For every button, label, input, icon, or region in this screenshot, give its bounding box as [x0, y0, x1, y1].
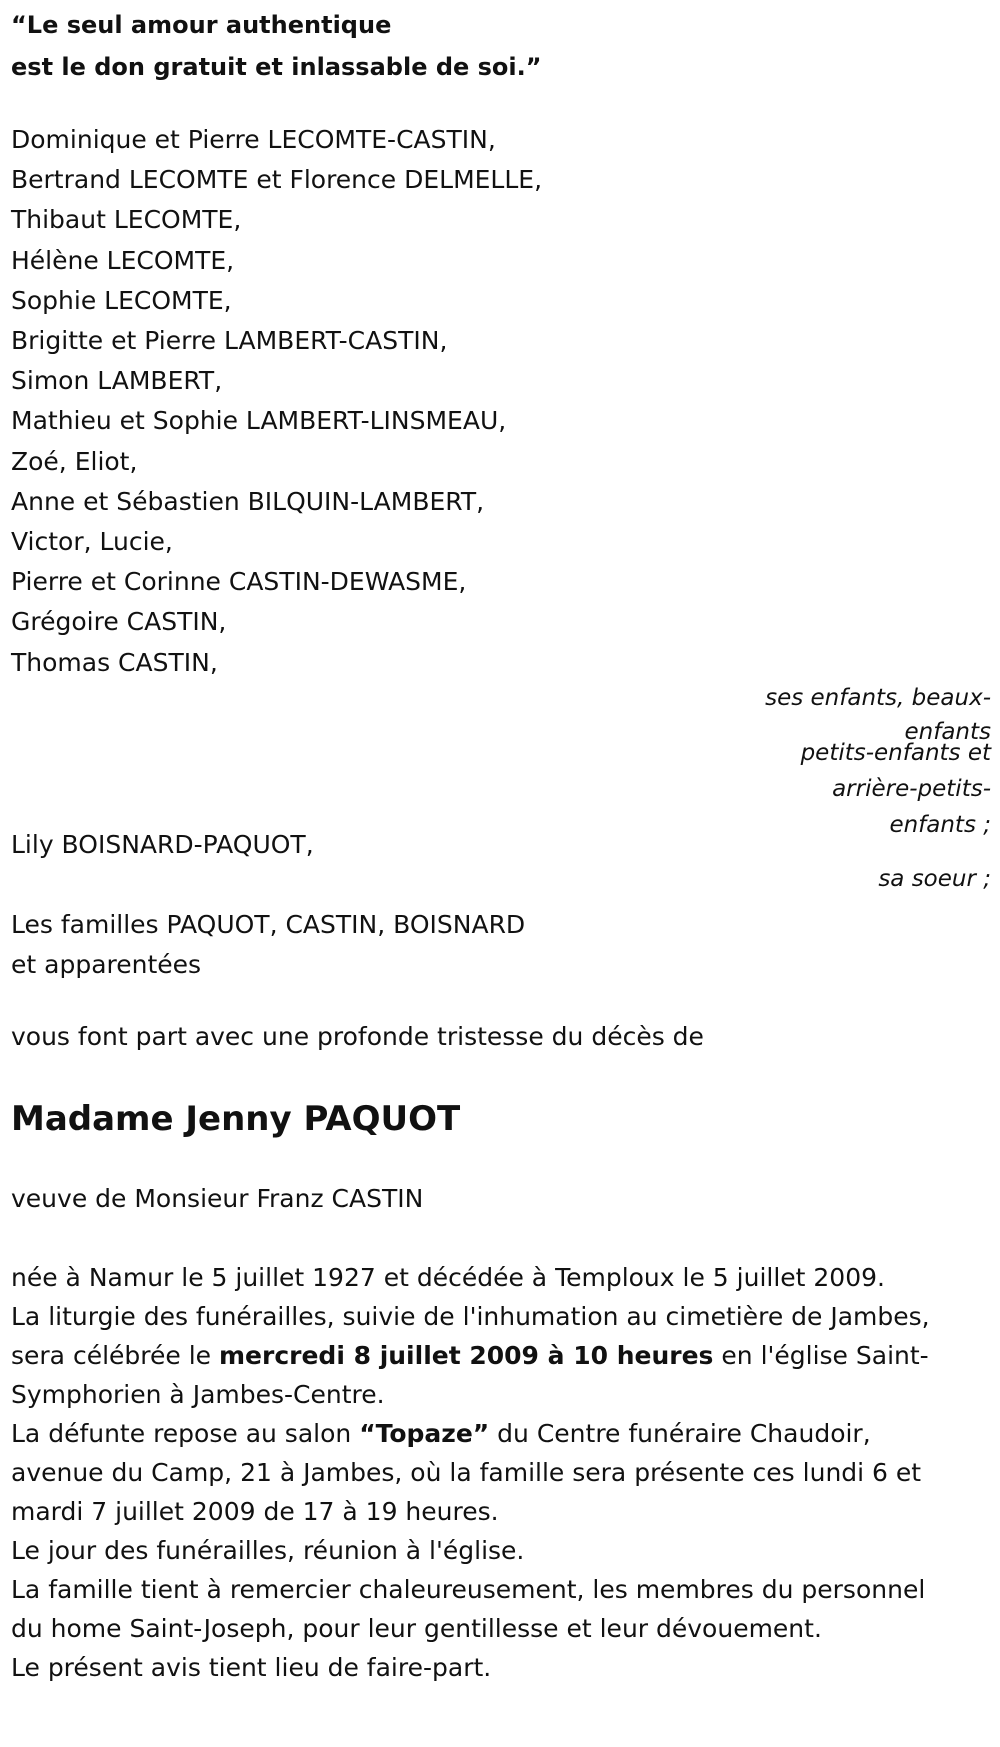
rest-line: avenue du Camp, 21 à Jambes, où la famille sera présente ces lundi 6 et: [11, 1457, 922, 1487]
role-line: enfants ;: [889, 811, 991, 838]
rest-text: du Centre funéraire Chaudoir,: [489, 1418, 871, 1448]
sister-name: Lily BOISNARD-PAQUOT,: [11, 829, 314, 859]
sister-role: sa soeur ;: [878, 865, 991, 892]
meeting-line: Le jour des funérailles, réunion à l'église.: [11, 1535, 525, 1565]
family-member: Thibaut LECOMTE,: [11, 205, 242, 235]
liturgy-line: Symphorien à Jambes-Centre.: [11, 1379, 385, 1409]
funeral-date: mercredi 8 juillet 2009 à 10 heures: [218, 1340, 714, 1370]
birth-death-line: née à Namur le 5 juillet 1927 et décédée à Temploux le 5 juillet 2009.: [11, 1262, 885, 1292]
quote-line-2: est le don gratuit et inlassable de soi.”: [11, 53, 542, 81]
families-line-1: Les familles PAQUOT, CASTIN, BOISNARD: [11, 909, 526, 939]
family-member: Zoé, Eliot,: [11, 446, 138, 476]
quote-line-1: “Le seul amour authentique: [11, 11, 392, 39]
family-member: Pierre et Corinne CASTIN-DEWASME,: [11, 567, 467, 597]
family-member: Hélène LECOMTE,: [11, 245, 235, 275]
role-line: arrière-petits-: [832, 775, 991, 802]
thanks-line: La famille tient à remercier chaleureusement, les membres du personnel: [11, 1574, 926, 1604]
children-list: [11, 120, 991, 683]
role-line: ses enfants, beaux-: [765, 684, 991, 711]
sister-block: [11, 825, 991, 892]
thanks-line: du home Saint-Joseph, pour leur gentillesse et leur dévouement.: [11, 1613, 822, 1643]
family-member: Simon LAMBERT,: [11, 366, 223, 396]
notice-line: Le présent avis tient lieu de faire-part.: [11, 1652, 492, 1682]
family-member: Mathieu et Sophie LAMBERT-LINSMEAU,: [11, 406, 507, 436]
family-member: Anne et Sébastien BILQUIN-LAMBERT,: [11, 486, 485, 516]
families: [11, 905, 991, 985]
quote: [11, 4, 991, 88]
liturgy-line: La liturgie des funérailles, suivie de l'inhumation au cimetière de Jambes,: [11, 1301, 930, 1331]
death-notice: [11, 0, 991, 1687]
children-role: [11, 683, 991, 847]
rest-text: La défunte repose au salon: [11, 1418, 360, 1448]
rest-line: mardi 7 juillet 2009 de 17 à 19 heures.: [11, 1496, 499, 1526]
role-line: petits-enfants et: [800, 739, 991, 766]
family-member: Grégoire CASTIN,: [11, 607, 227, 637]
widow-of: veuve de Monsieur Franz CASTIN: [11, 1183, 424, 1213]
liturgy-line: [11, 1336, 991, 1375]
role-line: enfants: [904, 718, 991, 745]
rest-line: [11, 1414, 991, 1453]
families-line-2: et apparentées: [11, 949, 202, 979]
family-member: Dominique et Pierre LECOMTE-CASTIN,: [11, 125, 496, 154]
liturgy-text: en l'église Saint-: [713, 1340, 929, 1370]
funeral-details: [11, 1258, 991, 1687]
intro-text: vous font part avec une profonde tristesse du décès de: [11, 1021, 704, 1051]
salon-name: “Topaze”: [359, 1418, 490, 1448]
family-member: Thomas CASTIN,: [11, 647, 218, 677]
family-member: Bertrand LECOMTE et Florence DELMELLE,: [11, 165, 543, 195]
deceased-name: Madame Jenny PAQUOT: [11, 1098, 461, 1139]
family-member: Brigitte et Pierre LAMBERT-CASTIN,: [11, 326, 448, 356]
family-member: Victor, Lucie,: [11, 527, 173, 557]
family-member: Sophie LECOMTE,: [11, 285, 232, 315]
liturgy-text: sera célébrée le: [11, 1340, 219, 1370]
